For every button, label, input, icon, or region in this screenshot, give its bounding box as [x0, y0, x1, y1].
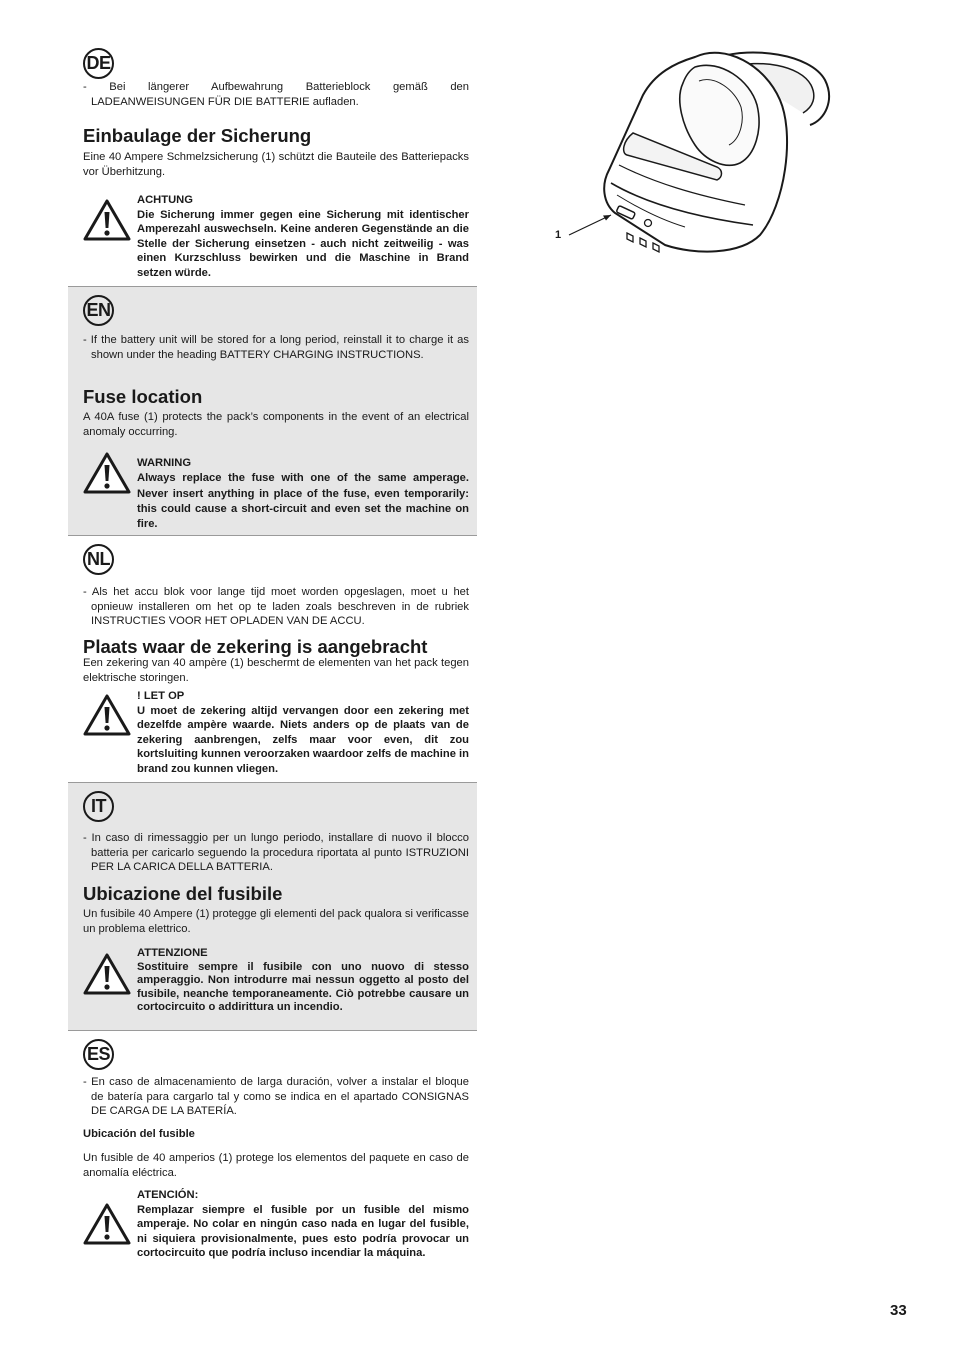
warning-title-it: ATTENZIONE: [137, 947, 208, 959]
warning-title-de: ACHTUNG: [137, 194, 193, 206]
warning-triangle-icon: [82, 1202, 132, 1246]
fuse-body-de: Eine 40 Ampere Schmelzsicherung (1) schützt die Bauteile des Batteriepacks vor Überhitzung.: [83, 151, 469, 178]
fuse-callout-label: 1: [555, 229, 562, 241]
warning-triangle-icon: [82, 952, 132, 996]
battery-pack-illustration: [545, 45, 875, 260]
warning-de: [137, 193, 469, 281]
fuse-body-it: Un fusibile 40 Ampere (1) protegge gli elementi del pack qualora si verificasse un problema elettrico.: [83, 908, 469, 935]
heading-en: Fuse location: [83, 386, 203, 407]
section-en: [68, 286, 477, 535]
warning-it: [137, 947, 469, 1015]
warning-en: [137, 456, 469, 532]
storage-note-de: - Bei längerer Aufbewahrung Batterieblock gemäß den LADEANWEISUNGEN FÜR DIE BATTERIE aufladen.: [83, 81, 469, 108]
warning-triangle-icon: [82, 451, 132, 495]
warning-title-es: ATENCIÓN:: [137, 1189, 199, 1201]
warning-triangle-icon: [82, 693, 132, 737]
section-nl: [68, 535, 477, 782]
language-badge-nl: NL: [83, 544, 114, 575]
heading-it: Ubicazione del fusibile: [83, 883, 283, 904]
warning-triangle-icon: [82, 198, 132, 242]
section-de: [68, 44, 477, 286]
language-badge-en: EN: [83, 295, 114, 326]
warning-text-en: Always replace the fuse with one of the same amperage. Never insert anything in place of the fuse, even temporarily: this could cause a short-circuit and even set the machine on fire.: [137, 472, 469, 531]
warning-title-nl: ! LET OP: [137, 690, 185, 702]
heading-nl: Plaats waar de zekering is aangebracht: [83, 636, 428, 657]
language-badge-it: IT: [83, 791, 114, 822]
storage-note-it: - In caso di rimessaggio per un lungo periodo, installare di nuovo il blocco batteria per caricarlo seguendo la procedura riportata al punto ISTRUZIONI PER LA CARICA DELLA BATTERIA.: [83, 832, 469, 874]
warning-title-en: WARNING: [137, 457, 192, 469]
section-it: [68, 782, 477, 1031]
language-badge-es: ES: [83, 1039, 114, 1070]
fuse-body-nl: Een zekering van 40 ampère (1) beschermt de elementen van het pack tegen elektrische storingen.: [83, 657, 469, 684]
warning-nl: [137, 689, 469, 777]
heading-es: Ubicación del fusible: [83, 1128, 195, 1140]
heading-de: Einbaulage der Sicherung: [83, 125, 312, 146]
warning-text-es: Remplazar siempre el fusible por un fusible del mismo amperaje. No colar en ningún caso nada en lugar del fusible, ni siquiera provisionalmente, pues esto podría provocar un cortocircuito que podría incluso incendiar la máquina.: [137, 1203, 469, 1260]
warning-es: [137, 1188, 469, 1261]
warning-text-it: Sostituire sempre il fusibile con uno nuovo di stesso amperaggio. Non introdurre mai nessun oggetto al posto del fusibile, neanche temporaneamente. Ciò potrebbe causare un cortocircuito o addirittura un incendio.: [137, 960, 469, 1014]
section-es: [68, 1031, 477, 1281]
warning-text-nl: U moet de zekering altijd vervangen door een zekering met dezelfde ampère waarde. Niets anders op de plaats van de zekering aanbrengen, zelfs maar voor even, dit zou kortsluiting kunnen veroorzaken waardoor zelfs de machine in brand zou kunnen vliegen.: [137, 704, 469, 775]
storage-note-nl: - Als het accu blok voor lange tijd moet worden opgeslagen, moet u het opnieuw installeren om het op te laden zoals beschreven in de rubriek INSTRUCTIES VOOR HET OPLADEN VAN DE ACCU.: [83, 586, 469, 628]
fuse-body-en: A 40A fuse (1) protects the pack’s components in the event of an electrical anomaly occurring.: [83, 411, 469, 438]
storage-note-en: - If the battery unit will be stored for a long period, reinstall it to charge it as shown under the heading BATTERY CHARGING INSTRUCTIONS.: [83, 334, 469, 361]
warning-text-de: Die Sicherung immer gegen eine Sicherung mit identischer Amperezahl auswechseln. Keine anderen Gegenstände an die Stelle der Sicherung einsetzen - auch nicht zeitweilig - was einen Kurzschluss bewirken und die Maschine in Brand setzen würde.: [137, 208, 469, 279]
storage-note-es: - En caso de almacenamiento de larga duración, volver a instalar el bloque de batería para cargarlo tal y como se indica en el apartado CONSIGNAS DE CARGA DE LA BATERÍA.: [83, 1076, 469, 1118]
language-badge-de: DE: [83, 48, 114, 79]
fuse-body-es: Un fusible de 40 amperios (1) protege los elementos del paquete en caso de anomalía eléctrica.: [83, 1152, 469, 1179]
page-number: 33: [890, 1302, 907, 1319]
